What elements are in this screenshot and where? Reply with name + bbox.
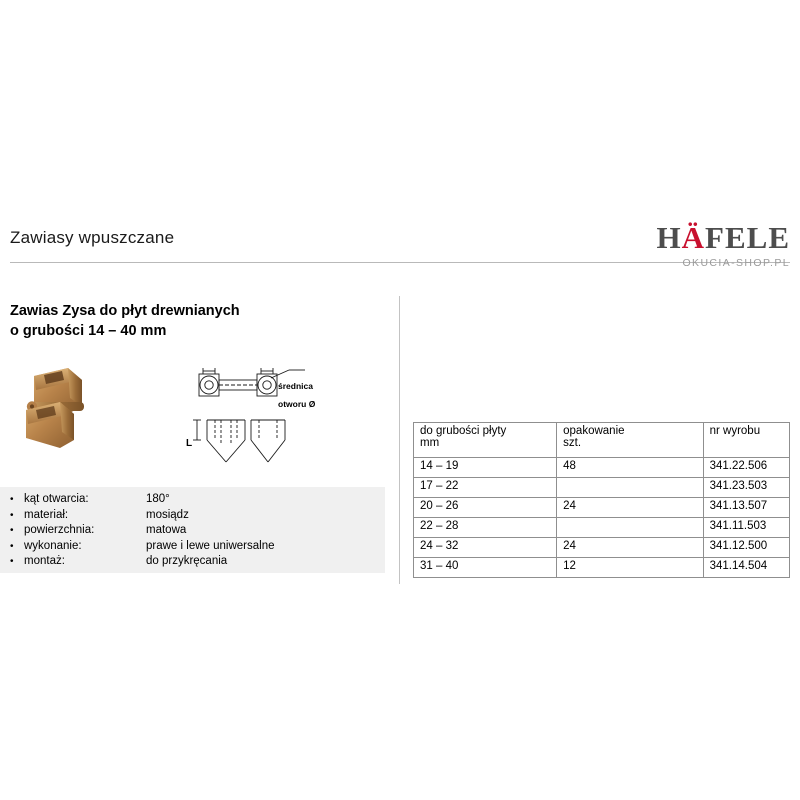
cell-article-no: 341.12.500 <box>703 538 789 558</box>
table-header-packaging-line2: szt. <box>563 437 582 449</box>
table-row <box>414 478 790 498</box>
brand-wordmark <box>570 222 790 253</box>
cell-packaging: 48 <box>557 458 703 478</box>
spec-row <box>10 539 390 555</box>
table-header <box>414 423 790 458</box>
cell-thickness: 14 – 19 <box>414 458 557 478</box>
brand-logo <box>570 222 790 269</box>
technical-drawing <box>185 358 390 478</box>
product-title-line-2: o grubości 14 – 40 mm <box>10 322 167 339</box>
cell-article-no: 341.13.507 <box>703 498 789 518</box>
spec-key: powierzchnia: <box>24 524 95 536</box>
cell-packaging <box>557 478 703 498</box>
spec-row <box>10 492 390 508</box>
table-row <box>414 538 790 558</box>
brand-subtitle: OKUCIA-SHOP.PL <box>682 257 790 269</box>
table-header-packaging <box>557 423 703 458</box>
spec-row <box>10 508 390 524</box>
spec-row <box>10 554 390 570</box>
product-title <box>10 302 390 341</box>
cell-article-no: 341.23.503 <box>703 478 789 498</box>
table-row <box>414 518 790 538</box>
spec-key: kąt otwarcia: <box>24 493 89 505</box>
cell-thickness: 31 – 40 <box>414 558 557 578</box>
brand-letter-h: H <box>656 220 682 255</box>
cell-thickness: 24 – 32 <box>414 538 557 558</box>
table-header-thickness <box>414 423 557 458</box>
table-header-row <box>414 423 790 458</box>
page-title: Zawiasy wpuszczane <box>10 228 175 247</box>
article-table <box>413 422 790 578</box>
cell-packaging <box>557 518 703 538</box>
drawing-label-L: L <box>186 438 193 449</box>
table-row <box>414 458 790 478</box>
bullet-icon: • <box>10 494 14 505</box>
cell-thickness: 22 – 28 <box>414 518 557 538</box>
spec-row <box>10 523 390 539</box>
spec-key: wykonanie: <box>24 539 82 552</box>
spec-value: mosiądz <box>146 508 189 521</box>
table-header-article-no-line1: nr wyrobu <box>709 425 761 437</box>
product-title-line-1: Zawias Zysa do płyt drewnianych <box>10 303 240 319</box>
spec-list <box>10 492 390 570</box>
spec-value: prawe i lewe uniwersalne <box>146 539 275 552</box>
table-header-thickness-line2: mm <box>420 437 440 449</box>
cell-article-no: 341.22.506 <box>703 458 789 478</box>
cell-article-no: 341.11.503 <box>703 518 789 538</box>
table-row <box>414 498 790 518</box>
drawing-label-diameter-line1: średnica <box>278 381 313 391</box>
table-row <box>414 558 790 578</box>
table-header-packaging-line1: opakowanie <box>563 425 625 437</box>
cell-article-no: 341.14.504 <box>703 558 789 578</box>
cell-packaging: 24 <box>557 538 703 558</box>
brand-letters-rest: FELE <box>705 220 790 255</box>
cell-packaging: 12 <box>557 558 703 578</box>
table-body <box>414 458 790 578</box>
spec-value: do przykręcania <box>146 555 228 567</box>
spec-key: materiał: <box>24 508 69 521</box>
bullet-icon: • <box>10 540 14 552</box>
bullet-icon: • <box>10 556 14 567</box>
spec-value: 180° <box>146 493 170 505</box>
bullet-icon: • <box>10 525 14 536</box>
drawing-label-diameter-line2: otworu Ø <box>278 399 316 409</box>
cell-thickness: 17 – 22 <box>414 478 557 498</box>
column-divider <box>399 296 400 584</box>
brand-letter-a-umlaut: Ä <box>681 220 706 255</box>
product-photo-hinge <box>8 362 118 454</box>
cell-packaging: 24 <box>557 498 703 518</box>
bullet-icon: • <box>10 509 14 521</box>
table-header-article-no <box>703 423 789 458</box>
spec-key: montaż: <box>24 555 65 567</box>
table-header-thickness-line1: do grubości płyty <box>420 425 507 437</box>
cell-thickness: 20 – 26 <box>414 498 557 518</box>
spec-value: matowa <box>146 524 187 536</box>
